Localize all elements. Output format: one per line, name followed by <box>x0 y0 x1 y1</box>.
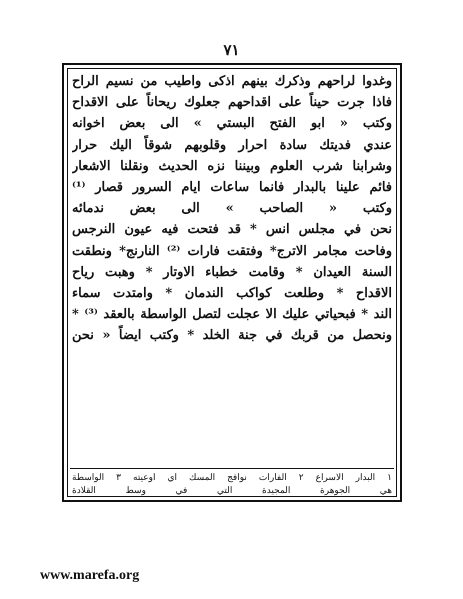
text-line: الند * فبحياتي عليك الا عجلت لتصل الواسطة بالعقد ⁽³⁾ * <box>72 307 392 323</box>
text-frame <box>62 63 402 502</box>
text-line: عندي فديتك سادة احرار وقلوبهم شوقاً اليك حرار <box>72 137 392 153</box>
text-line: ونحصل من قربك في جنة الخلد * وكتب ايضاً « نحن <box>72 328 392 344</box>
text-line: نحن في مجلس انس * قد فتحت فيه عيون النرجس <box>72 222 392 238</box>
text-line: الاقداح * وطلعت كواكب الندمان * وامتدت سماء <box>72 285 392 301</box>
page-number: ٧١ <box>223 41 240 59</box>
text-line: وشرابنا شرب العلوم وبيننا نزه الحديث ونقلنا الاشعار <box>72 158 392 174</box>
text-line: السنة العيدان * وقامت خطباء الاوتار * وهبت رياح <box>72 264 392 280</box>
text-line: فاذا جرت حيناً على اقداحهم جعلوك ريحاناً على الاقداح <box>72 95 392 111</box>
text-line: وكتب « الصاحب » الى بعض ندمائه <box>72 201 392 217</box>
footnote-line: هي الجوهرة المجيدة التي في وسط القلادة <box>72 486 392 496</box>
text-line: فائم علينا بالبدار فانما ساعات ايام السرور قصار ⁽¹⁾ <box>72 179 392 195</box>
footnote-line: ١ البدار الاسراع ٢ الفارات نوافج المسك اي اوعيته ٣ الواسطة <box>72 473 392 483</box>
body-text <box>72 71 392 346</box>
footnote-separator <box>70 468 394 469</box>
text-line: وغدوا لراحهم وذكرك بينهم اذكى واطيب من نسيم الراح <box>72 74 392 89</box>
text-line: وفاحت مجامر الاترج* وفتقت فارات ⁽²⁾ النارنج* ونطقت <box>72 243 392 259</box>
site-url: www.marefa.org <box>40 568 140 583</box>
footnotes <box>72 472 392 498</box>
text-line: وكتب « ابو الفتح البستي » الى بعض اخوانه <box>72 116 392 132</box>
